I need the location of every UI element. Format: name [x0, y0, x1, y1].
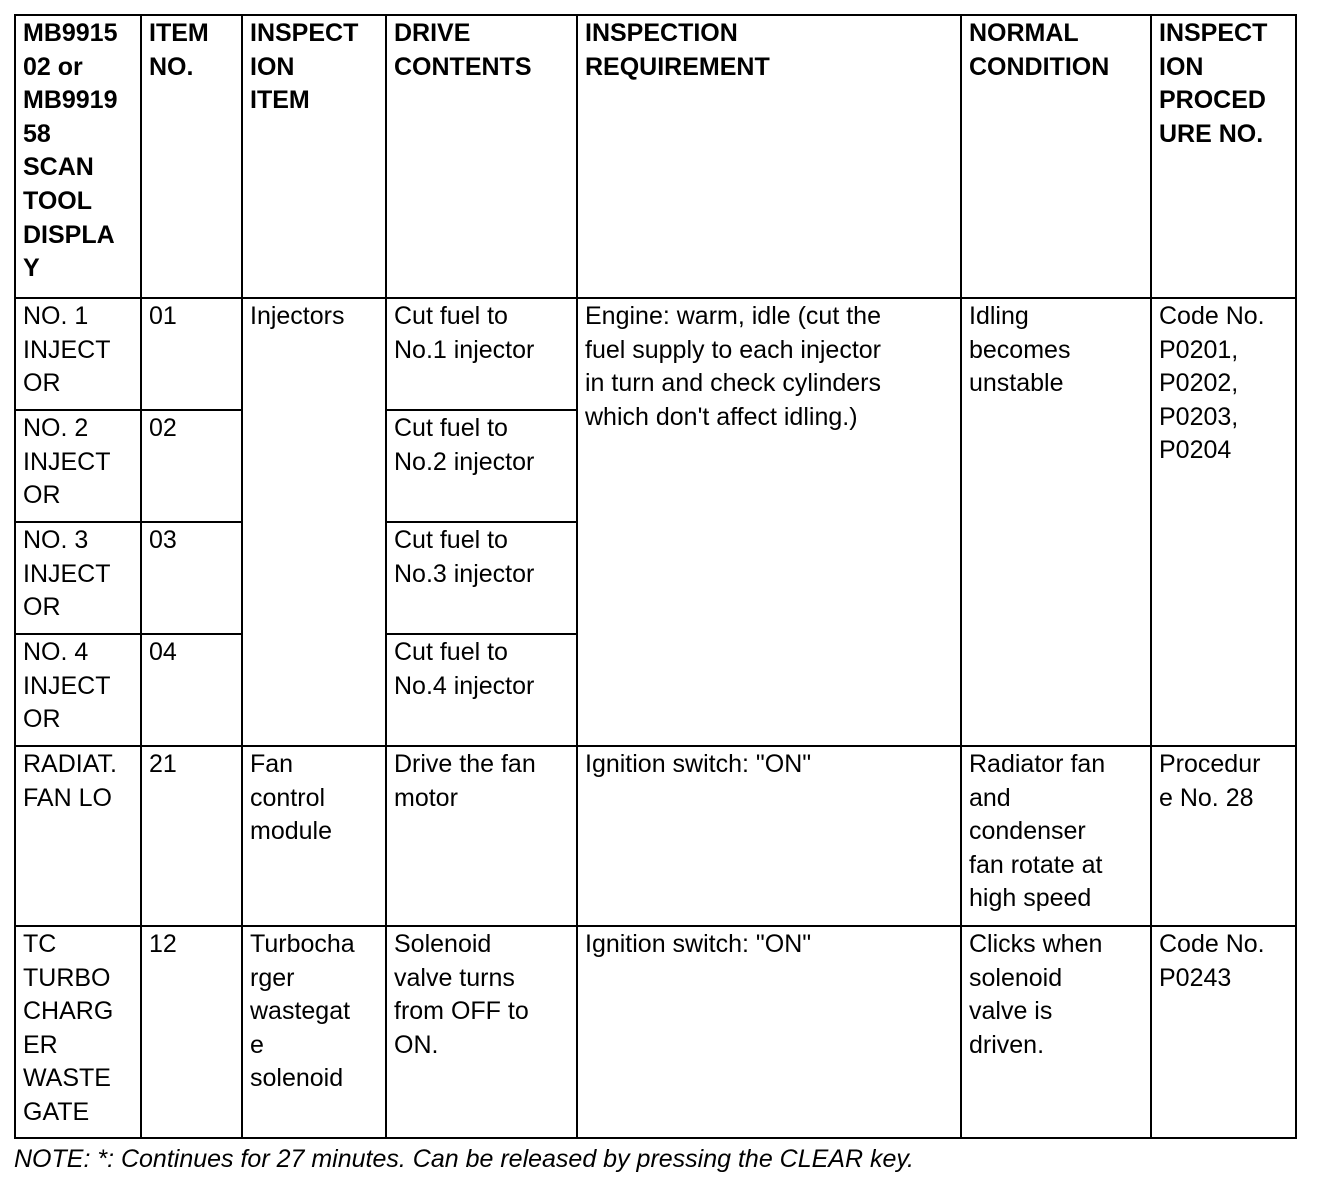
cell-normal-condition: Radiator fan and condenser fan rotate at high speed [961, 746, 1151, 926]
table-row [15, 298, 1296, 410]
actuator-test-table [14, 14, 1297, 1139]
cell-drive-contents: Cut fuel to No.3 injector [386, 522, 577, 634]
cell-drive-contents: Cut fuel to No.2 injector [386, 410, 577, 522]
cell-display: RADIAT. FAN LO [15, 746, 141, 926]
table-row [15, 926, 1296, 1138]
header-inspection-item: INSPECT ION ITEM [242, 15, 386, 298]
cell-inspection-item: Turbocha rger wastegat e solenoid [242, 926, 386, 1138]
cell-item-no: 03 [141, 522, 242, 634]
cell-display: TC TURBO CHARG ER WASTE GATE [15, 926, 141, 1138]
header-normal-condition: NORMAL CONDITION [961, 15, 1151, 298]
cell-drive-contents: Cut fuel to No.4 injector [386, 634, 577, 746]
table-footnote: NOTE: *: Continues for 27 minutes. Can be released by pressing the CLEAR key. [14, 1145, 914, 1173]
cell-procedure-no: Procedur e No. 28 [1151, 746, 1296, 926]
header-inspection-requirement: INSPECTION REQUIREMENT [577, 15, 961, 298]
cell-requirement: Engine: warm, idle (cut the fuel supply to each injector in turn and check cylinders which don't affect idling.) [577, 298, 961, 746]
cell-drive-contents: Drive the fan motor [386, 746, 577, 926]
cell-normal-condition: Idling becomes unstable [961, 298, 1151, 746]
cell-drive-contents: Cut fuel to No.1 injector [386, 298, 577, 410]
header-inspection-procedure-no: INSPECT ION PROCED URE NO. [1151, 15, 1296, 298]
cell-requirement: Ignition switch: "ON" [577, 746, 961, 926]
table-row [15, 746, 1296, 926]
header-drive-contents: DRIVE CONTENTS [386, 15, 577, 298]
cell-item-no: 04 [141, 634, 242, 746]
cell-drive-contents: Solenoid valve turns from OFF to ON. [386, 926, 577, 1138]
cell-item-no: 01 [141, 298, 242, 410]
cell-display: NO. 3 INJECT OR [15, 522, 141, 634]
cell-item-no: 02 [141, 410, 242, 522]
cell-requirement: Ignition switch: "ON" [577, 926, 961, 1138]
cell-procedure-no: Code No. P0243 [1151, 926, 1296, 1138]
header-row [15, 15, 1296, 298]
cell-procedure-no: Code No. P0201, P0202, P0203, P0204 [1151, 298, 1296, 746]
header-scan-tool-display: MB9915 02 or MB9919 58 SCAN TOOL DISPLA Y [15, 15, 141, 298]
header-item-no: ITEM NO. [141, 15, 242, 298]
cell-item-no: 12 [141, 926, 242, 1138]
cell-item-no: 21 [141, 746, 242, 926]
cell-display: NO. 4 INJECT OR [15, 634, 141, 746]
cell-inspection-item: Fan control module [242, 746, 386, 926]
cell-normal-condition: Clicks when solenoid valve is driven. [961, 926, 1151, 1138]
cell-display: NO. 1 INJECT OR [15, 298, 141, 410]
cell-display: NO. 2 INJECT OR [15, 410, 141, 522]
cell-inspection-item: Injectors [242, 298, 386, 746]
